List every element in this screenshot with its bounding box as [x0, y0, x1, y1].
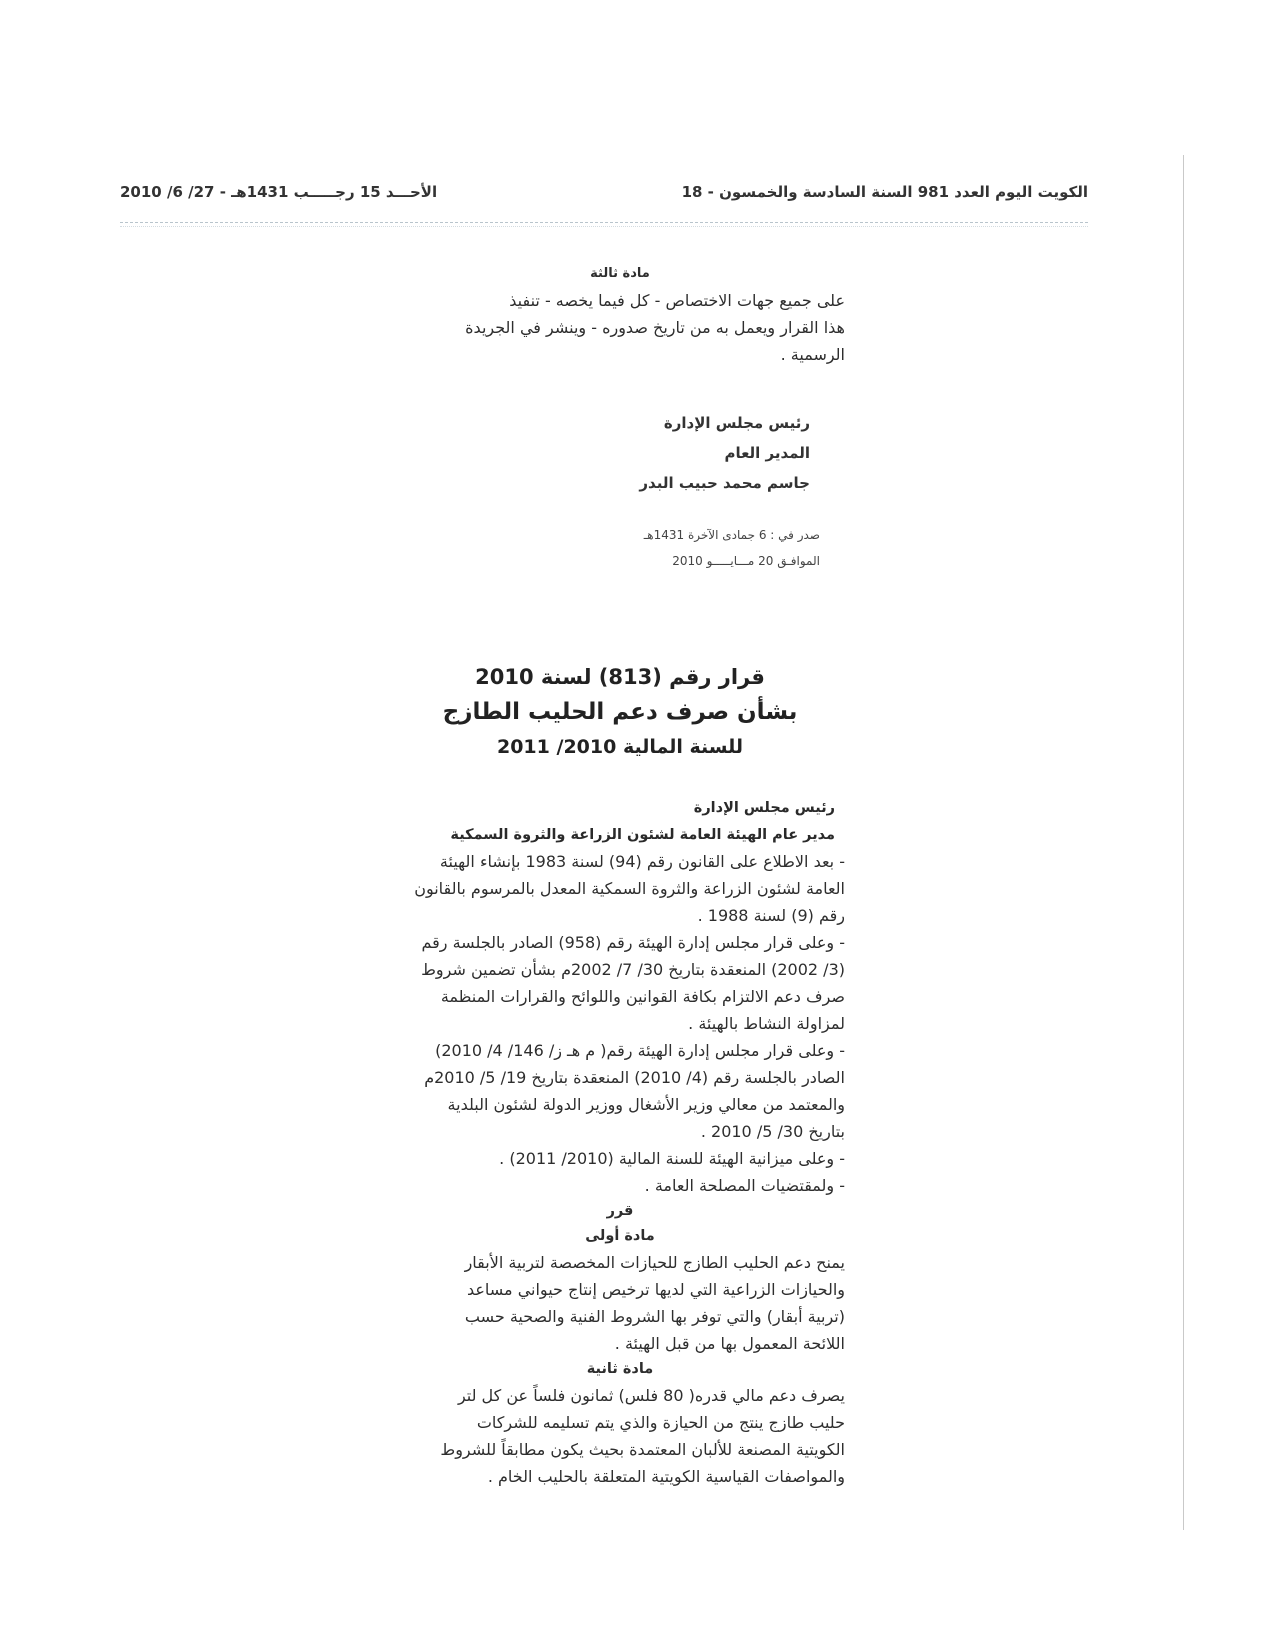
issued-gregorian-date: الموافـق 20 مـــايـــــو 2010 [672, 554, 820, 568]
page-edge-line [1183, 155, 1184, 1530]
article-2-text [395, 1382, 845, 1490]
decision-number: قرار رقم (813) لسنة 2010 [475, 665, 765, 689]
text-line: الكويتية المصنعة للألبان المعتمدة بحيث يكون مطابقاً للشروط [440, 1440, 845, 1459]
header-rule [120, 222, 1088, 223]
decision-subject: بشأن صرف دعم الحليب الطازج [442, 699, 798, 725]
decision-fiscal-year: للسنة المالية 2010/ 2011 [496, 736, 743, 758]
text-line: - ولمقتضيات المصلحة العامة . [644, 1176, 845, 1195]
text-line: يمنح دعم الحليب الطازج للحيازات المخصصة لتربية الأبقار [464, 1253, 845, 1272]
article-2-heading: مادة ثانية [586, 1361, 654, 1377]
preamble-item [395, 1172, 845, 1199]
text-line: - وعلى قرار مجلس إدارة الهيئة رقم( م هـ ز/ 146/ 4/ 2010) [435, 1041, 845, 1060]
preamble-item [395, 848, 845, 929]
text-line: - وعلى ميزانية الهيئة للسنة المالية (2010/ 2011) . [499, 1149, 845, 1168]
text-line: رقم (9) لسنة 1988 . [697, 906, 845, 925]
text-line: (3/ 2002) المنعقدة بتاريخ 30/ 7/ 2002م بشأن تضمين شروط [421, 960, 845, 979]
article-3-heading: مادة ثالثة [590, 266, 650, 281]
header-issue-info: الكويت اليوم العدد 981 السنة السادسة والخمسون - 18 [681, 183, 1088, 201]
preamble-item [395, 1037, 845, 1145]
text-line: حليب طازج ينتج من الحيازة والذي يتم تسليمه للشركات [476, 1413, 845, 1432]
header-rule-secondary [120, 226, 1088, 227]
text-line: والمعتمد من معالي وزير الأشغال ووزير الدولة لشئون البلدية [447, 1095, 845, 1114]
decision-title [395, 660, 845, 764]
text-line: - بعد الاطلاع على القانون رقم (94) لسنة 1983 بإنشاء الهيئة [439, 852, 845, 871]
text-line: هذا القرار ويعمل به من تاريخ صدوره - وينشر في الجريدة [465, 318, 845, 337]
signature-block [470, 408, 810, 498]
authority-director-general: مدير عام الهيئة العامة لشئون الزراعة والثروة السمكية [450, 827, 835, 843]
text-line: العامة لشئون الزراعة والثروة السمكية المعدل بالمرسوم بالقانون [414, 879, 845, 898]
article-1-text [395, 1249, 845, 1357]
text-line: الرسمية . [780, 345, 845, 364]
text-line: اللائحة المعمول بها من قبل الهيئة . [614, 1334, 845, 1353]
page-header [120, 183, 1088, 213]
text-line: يصرف دعم مالي قدره( 80 فلس) ثمانون فلساً عن كل لتر [457, 1386, 845, 1405]
signature-title-chairman: رئيس مجلس الإدارة [663, 414, 810, 432]
text-line: صرف دعم الالتزام بكافة القوانين واللوائح والقرارات المنظمة [440, 987, 845, 1006]
text-line: والحيازات الزراعية التي لديها ترخيص إنتاج حيواني مساعد [466, 1280, 845, 1299]
text-line: والمواصفات القياسية الكويتية المتعلقة بالحليب الخام . [487, 1467, 845, 1486]
article-3 [395, 260, 845, 368]
header-date: الأحـــد 15 رجـــــب 1431هـ - 27/ 6/ 2010 [120, 183, 438, 201]
issued-hijri-date: صدر في : 6 جمادى الآخرة 1431هـ [643, 528, 820, 542]
issued-date-block [600, 522, 820, 574]
text-line: الصادر بالجلسة رقم (4/ 2010) المنعقدة بتاريخ 19/ 5/ 2010م [424, 1068, 845, 1087]
decided-heading: قرر [606, 1203, 634, 1219]
text-line: لمزاولة النشاط بالهيئة . [688, 1014, 845, 1033]
authority-chairman: رئيس مجلس الإدارة [693, 800, 835, 816]
text-line: (تربية أبقار) والتي توفر بها الشروط الفنية والصحية حسب [464, 1307, 845, 1326]
signature-name: جاسم محمد حبيب البدر [639, 474, 810, 492]
text-line: على جميع جهات الاختصاص - كل فيما يخصه - تنفيذ [509, 291, 845, 310]
preamble [395, 848, 845, 1490]
article-1-heading: مادة أولى [585, 1228, 655, 1244]
text-line: بتاريخ 30/ 5/ 2010 . [700, 1122, 845, 1141]
issuing-authority [395, 795, 845, 849]
article-3-text [395, 287, 845, 368]
preamble-item [395, 1145, 845, 1172]
signature-title-director: المدير العام [724, 444, 810, 462]
text-line: - وعلى قرار مجلس إدارة الهيئة رقم (958) الصادر بالجلسة رقم [421, 933, 845, 952]
preamble-item [395, 929, 845, 1037]
